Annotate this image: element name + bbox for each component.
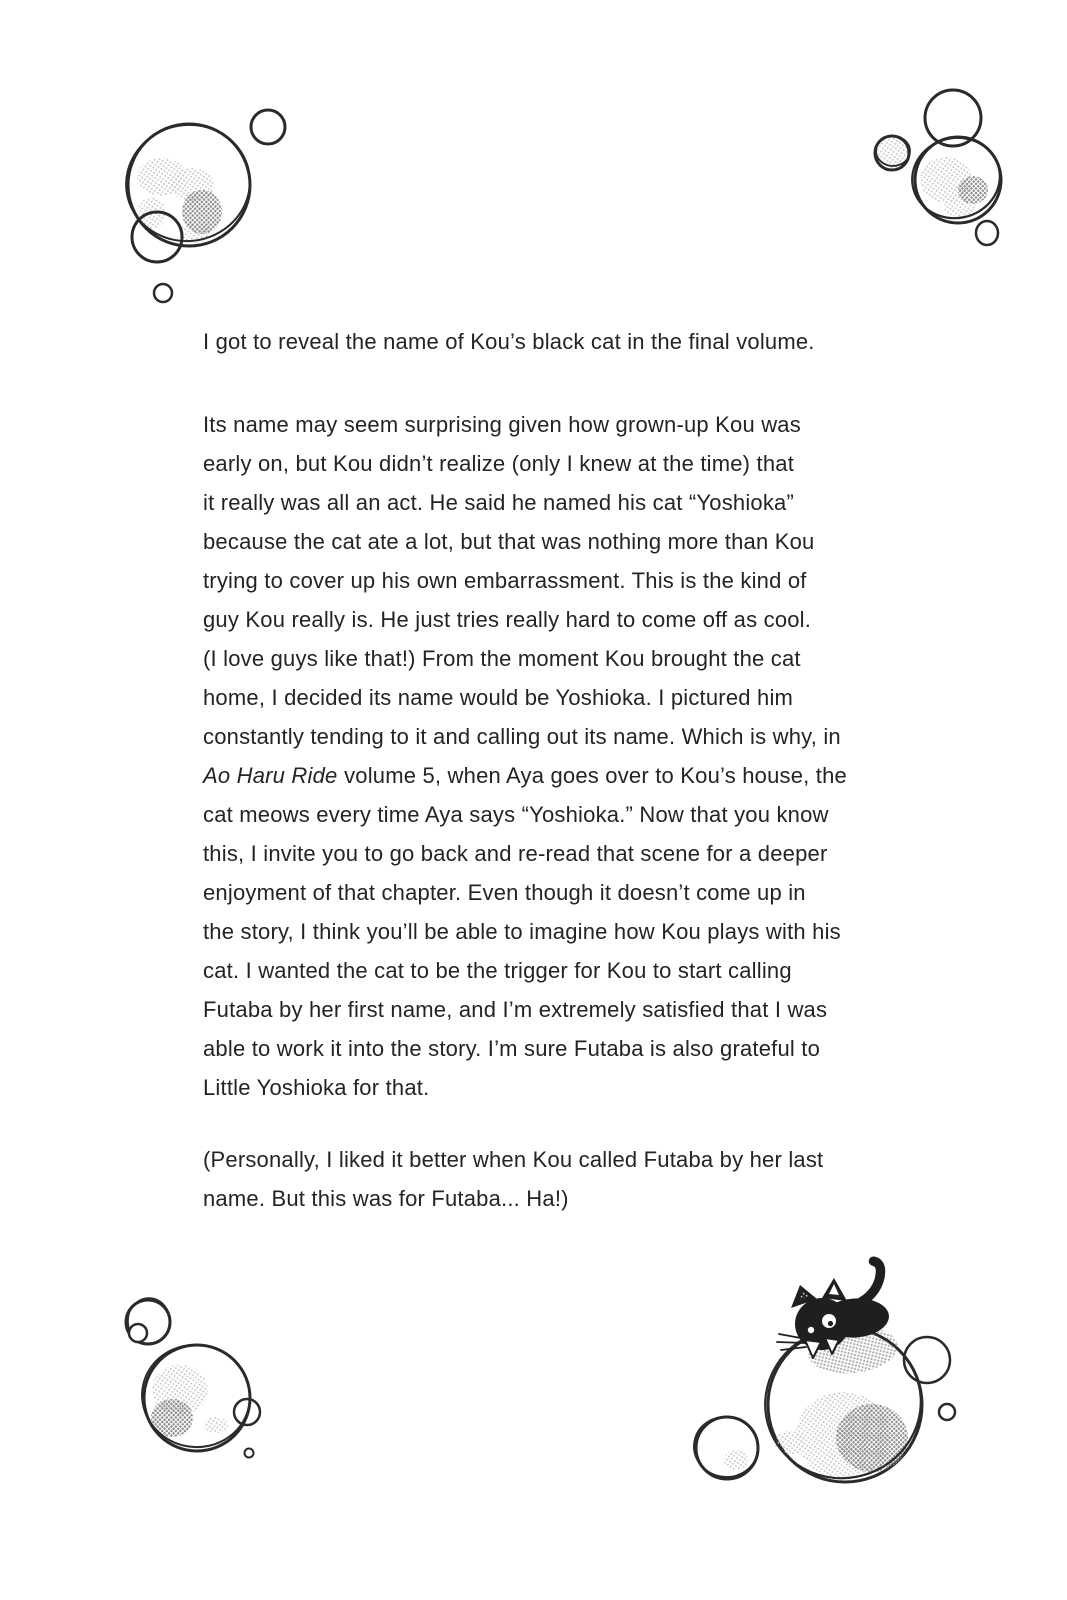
text-line: name. But this was for Futaba... Ha!) — [203, 1186, 569, 1211]
text-line-rest: volume 5, when Aya goes over to Kou’s house, the — [344, 763, 847, 788]
text-line: constantly tending to it and calling out its name. Which is why, in — [203, 724, 841, 749]
text-line: enjoyment of that chapter. Even though it doesn’t come up in — [203, 880, 806, 905]
text-line: Its name may seem surprising given how grown-up Kou was — [203, 412, 801, 437]
bubbles-sketch-bottom-left-icon — [108, 1262, 273, 1462]
text-line: early on, but Kou didn’t realize (only I knew at the time) that — [203, 451, 795, 476]
text-line: (Personally, I liked it better when Kou called Futaba by her last — [203, 1147, 824, 1172]
text-line: because the cat ate a lot, but that was nothing more than Kou — [203, 529, 815, 554]
text-line: it really was all an act. He said he named his cat “Yoshioka” — [203, 490, 795, 515]
text-line: this, I invite you to go back and re-read that scene for a deeper — [203, 841, 828, 866]
paragraph-3 — [203, 1140, 847, 1218]
paragraph-2 — [203, 405, 847, 1107]
text-line: I got to reveal the name of Kou’s black cat in the final volume. — [203, 329, 815, 354]
text-line: the story, I think you’ll be able to imagine how Kou plays with his — [203, 919, 841, 944]
paragraph-1 — [203, 322, 847, 361]
text-line: Little Yoshioka for that. — [203, 1075, 430, 1100]
bubbles-sketch-top-right-icon — [838, 85, 1003, 255]
text-line: Futaba by her first name, and I’m extremely satisfied that I was — [203, 997, 828, 1022]
bubbles-sketch-top-left-icon — [100, 85, 300, 315]
text-line: able to work it into the story. I’m sure Futaba is also grateful to — [203, 1036, 821, 1061]
text-line: (I love guys like that!) From the moment Kou brought the cat — [203, 646, 801, 671]
text-line: cat meows every time Aya says “Yoshioka.” Now that you know — [203, 802, 829, 827]
text-line: guy Kou really is. He just tries really hard to come off as cool. — [203, 607, 812, 632]
black-cat-on-bubble-illustration — [668, 1228, 1013, 1498]
text-line — [203, 756, 847, 795]
text-line: cat. I wanted the cat to be the trigger for Kou to start calling — [203, 958, 792, 983]
text-line: home, I decided its name would be Yoshioka. I pictured him — [203, 685, 794, 710]
text-line: trying to cover up his own embarrassment. This is the kind of — [203, 568, 807, 593]
afterword-text — [203, 322, 847, 1218]
book-title: Ao Haru Ride — [203, 763, 338, 788]
